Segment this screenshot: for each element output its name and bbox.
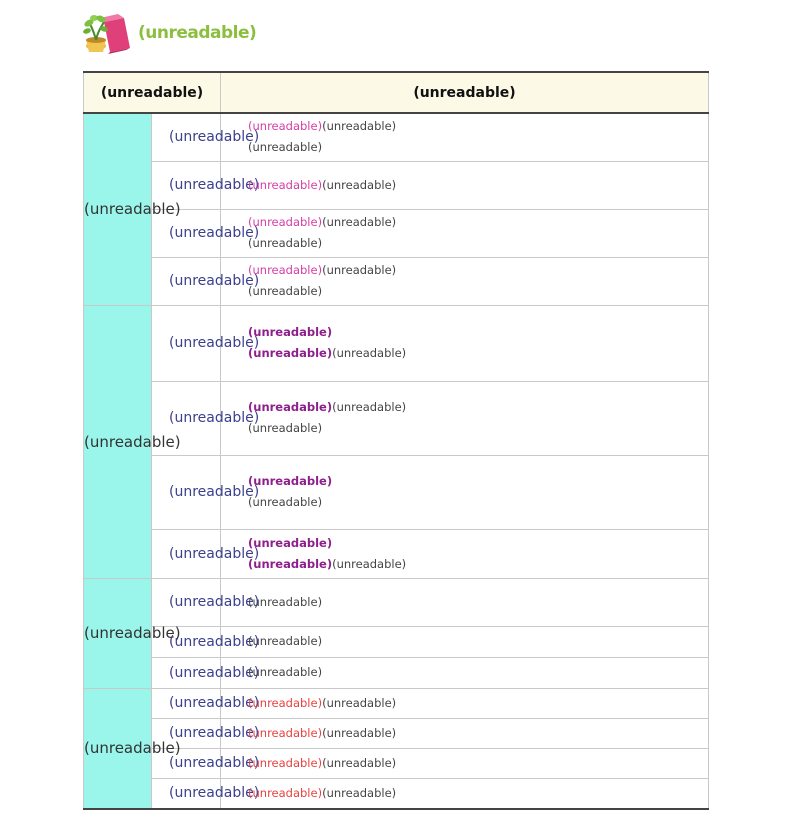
description-line	[248, 212, 708, 233]
highlighted-text: (unreadable)	[248, 556, 333, 571]
table-row	[84, 657, 709, 688]
program-description	[221, 657, 709, 688]
program-description	[221, 381, 709, 455]
program-description	[221, 529, 709, 578]
program-description	[221, 305, 709, 381]
highlighted-text: (unreadable)	[248, 263, 323, 277]
program-description	[221, 113, 709, 161]
category-cell: (unreadable)	[84, 113, 152, 305]
description-line	[248, 662, 708, 683]
description-text: (unreadable)	[322, 695, 397, 710]
subcategory-cell: (unreadable)	[152, 113, 221, 161]
description-text: (unreadable)	[248, 236, 323, 250]
description-text: (unreadable)	[248, 284, 323, 298]
highlighted-text: (unreadable)	[248, 785, 323, 800]
highlighted-text: (unreadable)	[248, 177, 323, 192]
description-text: (unreadable)	[332, 346, 407, 360]
program-description	[221, 161, 709, 209]
description-line	[248, 233, 708, 254]
category-cell: (unreadable)	[84, 578, 152, 688]
category-cell: (unreadable)	[84, 688, 152, 809]
subcategory-cell: (unreadable)	[152, 529, 221, 578]
table-row	[84, 305, 709, 381]
description-line	[248, 783, 708, 804]
description-text: (unreadable)	[322, 119, 397, 134]
subcategory-cell: (unreadable)	[152, 657, 221, 688]
header-category: (unreadable)	[84, 72, 221, 113]
description-text: (unreadable)	[248, 140, 323, 155]
highlighted-text: (unreadable)	[248, 346, 333, 360]
description-text: (unreadable)	[248, 594, 323, 609]
description-text: (unreadable)	[322, 755, 397, 770]
subcategory-cell: (unreadable)	[152, 161, 221, 209]
highlighted-text: (unreadable)	[248, 695, 323, 710]
table-row	[84, 688, 709, 718]
highlighted-text: (unreadable)	[248, 400, 333, 414]
table-row	[84, 455, 709, 529]
table-row	[84, 778, 709, 809]
description-line	[248, 281, 708, 302]
description-line	[248, 260, 708, 281]
program-description	[221, 748, 709, 778]
description-text: (unreadable)	[322, 785, 397, 800]
description-text: (unreadable)	[322, 215, 397, 229]
subcategory-cell: (unreadable)	[152, 718, 221, 748]
page-title: (unreadable)	[138, 23, 257, 43]
table-row	[84, 257, 709, 305]
description-line	[248, 116, 708, 137]
program-description	[221, 718, 709, 748]
category-cell: (unreadable)	[84, 305, 152, 578]
program-description	[221, 455, 709, 529]
table-row	[84, 113, 709, 161]
table-body	[84, 113, 709, 809]
table-row	[84, 529, 709, 578]
table-row	[84, 578, 709, 626]
description-line	[248, 492, 708, 513]
highlighted-text: (unreadable)	[248, 725, 323, 740]
description-text: (unreadable)	[322, 263, 397, 277]
description-line	[248, 693, 708, 714]
program-description	[221, 578, 709, 626]
highlighted-text: (unreadable)	[248, 119, 323, 134]
description-line	[248, 631, 708, 652]
description-text: (unreadable)	[248, 495, 323, 509]
description-line	[248, 418, 708, 439]
description-text: (unreadable)	[322, 725, 397, 740]
highlighted-text: (unreadable)	[248, 474, 333, 488]
description-text: (unreadable)	[332, 556, 407, 571]
subcategory-cell: (unreadable)	[152, 626, 221, 657]
description-line	[248, 137, 708, 158]
highlighted-text: (unreadable)	[248, 325, 333, 339]
description-line	[248, 397, 708, 418]
description-line	[248, 723, 708, 744]
program-description	[221, 626, 709, 657]
program-description	[221, 778, 709, 809]
description-text: (unreadable)	[332, 400, 407, 414]
description-line	[248, 471, 708, 492]
page-header	[82, 8, 256, 58]
description-line	[248, 554, 708, 575]
table-header-row	[84, 72, 709, 113]
description-text: (unreadable)	[322, 177, 397, 192]
description-line	[248, 533, 708, 554]
description-line	[248, 592, 708, 613]
program-description	[221, 257, 709, 305]
description-text: (unreadable)	[248, 665, 323, 679]
description-text: (unreadable)	[248, 634, 323, 648]
subcategory-cell: (unreadable)	[152, 305, 221, 381]
subcategory-cell: (unreadable)	[152, 578, 221, 626]
subcategory-cell: (unreadable)	[152, 748, 221, 778]
description-line	[248, 343, 708, 364]
description-line	[248, 175, 708, 196]
highlighted-text: (unreadable)	[248, 535, 333, 550]
program-description	[221, 688, 709, 718]
subcategory-cell: (unreadable)	[152, 209, 221, 257]
description-line	[248, 322, 708, 343]
plant-pot-icon	[82, 10, 132, 56]
subcategory-cell: (unreadable)	[152, 455, 221, 529]
highlighted-text: (unreadable)	[248, 755, 323, 770]
header-program: (unreadable)	[221, 72, 709, 113]
description-line	[248, 753, 708, 774]
subcategory-cell: (unreadable)	[152, 778, 221, 809]
program-description	[221, 209, 709, 257]
description-text: (unreadable)	[248, 421, 323, 435]
subcategory-cell: (unreadable)	[152, 381, 221, 455]
subcategory-cell: (unreadable)	[152, 688, 221, 718]
program-table	[83, 71, 709, 810]
subcategory-cell: (unreadable)	[152, 257, 221, 305]
highlighted-text: (unreadable)	[248, 215, 323, 229]
